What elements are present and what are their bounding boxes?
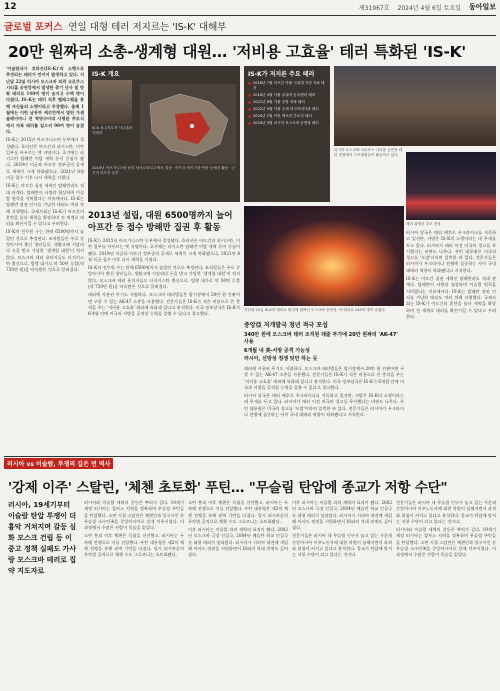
attack-timeline [244, 66, 330, 202]
article-paragraph: IS-K는 2015년 아프가니스탄 동부에서 결성됐다. 호라산은 아프간과 파키스탄, 이란 일부를 아우르는 옛 지명이다. 초기에는 파키스탄 탈레반 이탈 세력 등이 중심이 됐다. 2019년 미군과 아프간 정부군의 공세로 세력이 크게 약화됐으나, 2021년 8월 미군 철수 이후 다시 세력을 키웠다. [6, 137, 84, 181]
bottom-column-4 [396, 500, 496, 686]
page-number: 12 [4, 2, 17, 12]
is-k-overview-box [88, 66, 240, 202]
bottom-section-badge: 러시아 vs 이슬람, 투쟁의 길은 먼 역사 [4, 458, 113, 469]
memorial-photo-caption: 테러 희생자 추모 현장 [406, 222, 441, 226]
timeline-item-text: 2024년 3월 러시아 모스크바 공연장 테러 [253, 121, 319, 125]
article-paragraph: 이후 러시아는 이슬람 과격 세력의 표적이 됐다. 2002년 모스크바 극장 인질극, 2004년 베슬란 학교 인질극 등 대형 테러가 잇따랐다. 러시아가 시리아 내전에 개입해 아사드 정권을 지원하면서 IS와의 적대 관계도 깊어졌다. [188, 527, 288, 558]
article-paragraph: IS-K의 전투원 수는 한때 6500명까지 늘었던 것으로 추정된다. 조직원들은 주로 중앙아시아 출신 청년들로, 생활고에 시달리다 돈을 받고 가담한 '생계형 대원'이 적지 않다. 모스크바 테러 용의자들도 타지키스탄 출신으로, 범행 대가로 약 50만 루블(약 730만 원)을 약속받은 것으로 알려졌다. [88, 265, 240, 290]
article-paragraph: IS-K의 전투원 수는 한때 6500명까지 늘었던 것으로 추정된다. 조직원들은 주로 중앙아시아 출신 청년들로, 생활고에 시달리다 돈을 받고 가담한 '생계형 대원'이 적지 않다. 모스크바 테러 용의자들도 타지키스탄 출신으로, 범행 대가로 약 50만 루블(약 730만 원)을 약속받은 것으로 알려졌다. [6, 229, 84, 273]
bullet-dot-icon [248, 94, 251, 97]
concert-hall-fire-photo [244, 206, 404, 306]
infobox-facts: 2015년 아프가니스탄 동부 낭가르하르주에서 결성 · 아프간·파키스탄·이란 등에서 활동 · 근거지 아프간 동부 [92, 166, 236, 175]
article-paragraph: 테러에 사용된 무기도 저렴하다. 모스크바 테러범들은 암시장에서 20만 원 안팎이면 구할 수 있는 AK-47 소총을 사용했다. 전문가들은 IS-K가 적은 비용으로 큰 충격을 주는 '저비용 고효율' 테러에 특화돼 있다고 분석한다. 미국 정보당국은 IS-K가 6개월 안에 미국과 서방을 공격할 능력을 갖출 수 있다고 경고했다. [88, 292, 240, 317]
subhead-threat: 6개월 내 美-서방 공격 가능성 [244, 348, 310, 354]
timeline-item-text: 2022년 9월 카불 주재 러시아대사관 테러 [253, 107, 319, 111]
timeline-title: IS-K가 저지른 주요 테러 [248, 71, 315, 78]
subhead-recruit: 중앙亞 저개발국 청년 적극 포섭 [244, 322, 328, 329]
section-divider [4, 35, 496, 36]
bullet-dot-icon [248, 122, 251, 125]
subhead-weapon: 340만 원에 모스크바 테러 조직원 돼줄 부가에 20만 원짜리 'AK-47' 사용 [244, 332, 398, 345]
article-paragraph: 소련 붕괴 이후 체첸은 독립을 선언했고, 러시아는 두 차례 전쟁으로 이를 진압했다. 푸틴 대통령은 제2차 체첸 전쟁을 통해 권력 기반을 다졌다. 당시 러시아군의 무차별 공격으로 체첸 수도 그로즈니는 초토화됐다. [84, 533, 184, 558]
article-paragraph: IS-K는 2015년 아프가니스탄 동부에서 결성됐다. 호라산은 아프간과 파키스탄, 이란 일부를 아우르는 옛 지명이다. 초기에는 파키스탄 탈레반 이탈 세력 등이 중심이 됐다. 2019년 미군과 아프간 정부군의 공세로 세력이 크게 약화됐으나, 2021년 8월 미군 철수 이후 다시 세력을 키웠다. [88, 238, 240, 262]
subhead-activity: 아프간 등 접수 방해만 집권 후 활동 [88, 223, 221, 233]
rescue-photo-caption: 러시아 모스크바 크로쿠스 시티홀 공연장 테러 현장에서 구조대원들이 활동하고 있다. [334, 148, 403, 157]
article-paragraph: 이후 러시아는 이슬람 과격 세력의 표적이 됐다. 2002년 모스크바 극장 인질극, 2004년 베슬란 학교 인질극 등 대형 테러가 잇따랐다. 러시아가 시리아 내전에 개입해 아사드 정권을 지원하면서 IS와의 적대 관계도 깊어졌다. [292, 500, 392, 531]
issue-number: 제31967호 [358, 4, 390, 12]
bottom-side-head: 러시아, 19세기부터 이슬람 탄압 투쟁이 더 흉악 거쳐지며 갈등 심화 모스크 건립 등 이중고 정책 실패도 가사랑 모스크바 테러로 집약 지도자로 [8, 501, 77, 575]
article-paragraph: 테러에 사용된 무기도 저렴하다. 모스크바 테러범들은 암시장에서 20만 원 안팎이면 구할 수 있는 AK-47 소총을 사용했다. 전문가들은 IS-K가 적은 비용으로 큰 충격을 주는 '저비용 고효율' 테러에 특화돼 있다고 분석한다. 미국 정보당국은 IS-K가 6개월 안에 미국과 서방을 공격할 능력을 갖출 수 있다고 경고했다. [244, 366, 404, 390]
subhead-russia: 러시아, 선방성 정쟁 탓만 하는 듯 [244, 356, 318, 362]
article-paragraph: IS-K는 아프간 집권 세력인 탈레반과도 적대 관계다. 탈레반이 서방과 협상하며 이슬람 원칙을 저버렸다는 이유에서다. IS-K는 탈레반 정권 인사를 겨냥한 테러도 여러 차례 자행했다. 국제사회는 IS-K가 아프간의 혼란을 틈타 세력을 확장하며 전 세계로 테러를 확산시킬 수 있다고 우려한다. [406, 276, 496, 319]
timeline-item [248, 121, 326, 126]
article-paragraph: '이슬람국가 호라산(IS-K)'의 소행으로 추정되는 테러가 연이어 발생하고 있다. 지난달 22일 러시아 모스크바 외곽 크로쿠스 시티홀 공연장에서 발생한 총기 난사 및 방화 테러로 140여 명이 숨지고 수백 명이 다쳤다. IS-K는 테러 직후 텔레그램을 통해 자신들의 소행이라고 주장했다. 올해 1월에는 이란 남동부 케르만에서 열린 가셈 솔레이마니 전 혁명수비대 사령관 추모식에서 자폭 테러를 일으켜 90여 명이 숨졌다. [6, 66, 84, 134]
article-paragraph: 소련 붕괴 이후 체첸은 독립을 선언했고, 러시아는 두 차례 전쟁으로 이를 진압했다. 푸틴 대통령은 제2차 체첸 전쟁을 통해 권력 기반을 다졌다. 당시 러시아군의 무차별 공격으로 체첸 수도 그로즈니는 초토화됐다. [188, 500, 288, 524]
issue-date: 2024년 4월 6일 토요일 [397, 4, 461, 12]
timeline-item-text: 2018년 4월 카불 유권자 등록센터 테러 [253, 93, 316, 97]
section-subtitle: 연일 대형 테러 저지르는 'IS-K' 대해부 [68, 22, 227, 33]
infobox-title: IS-K 개요 [92, 71, 120, 78]
bullet-dot-icon [248, 115, 251, 118]
timeline-item [248, 114, 326, 119]
bullet-dot-icon [248, 101, 251, 104]
leader-photo-caption: IS-K 최고지도자 사나울라 가파리 [92, 126, 133, 135]
bottom-headline: '강제 이주' 스탈린, '체첸 초토화' 푸틴… "무슬림 탄압에 종교가 저항 수단" [8, 480, 448, 496]
article-paragraph: 러시아와 이슬람 세력의 갈등은 뿌리가 깊다. 19세기 제정 러시아는 캅카스 지역을 정복하며 무슬림 주민들을 탄압했다. 소련 시절 스탈린은 체첸인과 잉구시인 등 무슬림 소수민족을 중앙아시아로 강제 이주시켰다. 이 과정에서 수많은 사람이 목숨을 잃었다. [84, 500, 184, 531]
page-header [0, 0, 500, 14]
fire-photo-caption: 지난달 22일 IS-K의 테러로 불길에 휩싸인 모스크바 공연장. 이 테러로 140여 명이 숨졌다. [244, 308, 387, 312]
timeline-item [248, 81, 326, 91]
header-meta [359, 2, 496, 12]
bullet-dot-icon [248, 108, 251, 111]
bottom-divider [4, 456, 496, 457]
bottom-column-1 [84, 500, 184, 686]
article-paragraph: 전문가들은 러시아 내 무슬림 인구가 늘고 있는 가운데 중앙아시아 이주노동자에 대한 차별이 심해지면서 과격화 위험이 커지고 있다고 분석한다. 종교가 탄압에 맞서는 저항 수단이 되고 있다는 것이다. [396, 500, 496, 524]
subhead-founding: 2013년 설립, 대원 6500명까지 늘어 [88, 211, 233, 221]
rescue-photo [334, 66, 496, 146]
timeline-item-text: 2021년 8월 카불 공항 자폭 테러 [253, 100, 305, 104]
timeline-item [248, 93, 326, 98]
bottom-section-banner [4, 458, 496, 469]
section-tag: 글로벌 포커스 [4, 22, 63, 33]
header-divider [4, 15, 496, 16]
main-headline: 20만 원짜리 소총-생계형 대원… '저비용 고효율' 테러 특화된 'IS-K' [8, 43, 466, 61]
timeline-item [248, 107, 326, 112]
map-marker [190, 124, 194, 128]
article-paragraph: 러시아 당국은 테러 배후로 우크라이나를 지목하고 있지만, 서방은 IS-K의 소행이라는 데 무게를 두고 있다. 러시아가 테러 이전 미국의 경고를 무시했다는 비판도 나온다. 푸틴 대통령은 미국의 경고를 '도발'이라며 일축한 바 있다. 전문가들은 러시아가 우크라이나 전쟁에 집중하는 사이 국내 대테러 역량이 약화됐다고 지적한다. [406, 230, 496, 273]
bullet-dot-icon [248, 82, 251, 85]
timeline-item-text: 2024년 1월 이란 케르만 추모식 테러 [253, 114, 312, 118]
article-column-right [406, 230, 496, 452]
article-column-2 [88, 238, 240, 452]
memorial-photo [406, 152, 496, 220]
timeline-item-text: 2016년 7월 아프간 카불 시위대 겨냥 자폭 테러 [253, 81, 325, 90]
bottom-column-2 [188, 500, 288, 686]
newspaper-brand: 동아일보 [468, 3, 496, 11]
article-paragraph: 러시아 당국은 테러 배후로 우크라이나를 지목하고 있지만, 서방은 IS-K의 소행이라는 데 무게를 두고 있다. 러시아가 테러 이전 미국의 경고를 무시했다는 비판도 나온다. 푸틴 대통령은 미국의 경고를 '도발'이라며 일축한 바 있다. 전문가들은 러시아가 우크라이나 전쟁에 집중하는 사이 국내 대테러 역량이 약화됐다고 지적한다. [244, 393, 404, 418]
region-map [140, 84, 236, 164]
article-column-3 [244, 366, 404, 452]
leader-photo [92, 80, 132, 124]
article-column-1 [6, 66, 84, 452]
article-paragraph: 러시아와 이슬람 세력의 갈등은 뿌리가 깊다. 19세기 제정 러시아는 캅카스 지역을 정복하며 무슬림 주민들을 탄압했다. 소련 시절 스탈린은 체첸인과 잉구시인 등 무슬림 소수민족을 중앙아시아로 강제 이주시켰다. 이 과정에서 수많은 사람이 목숨을 잃었다. [396, 527, 496, 558]
bottom-column-3 [292, 500, 392, 686]
article-paragraph: IS-K는 아프간 집권 세력인 탈레반과도 적대 관계다. 탈레반이 서방과 협상하며 이슬람 원칙을 저버렸다는 이유에서다. IS-K는 탈레반 정권 인사를 겨냥한 테러도 여러 차례 자행했다. 국제사회는 IS-K가 아프간의 혼란을 틈타 세력을 확장하며 전 세계로 테러를 확산시킬 수 있다고 우려한다. [6, 183, 84, 227]
section-banner [4, 18, 496, 34]
article-paragraph: 전문가들은 러시아 내 무슬림 인구가 늘고 있는 가운데 중앙아시아 이주노동자에 대한 차별이 심해지면서 과격화 위험이 커지고 있다고 분석한다. 종교가 탄압에 맞서는 저항 수단이 되고 있다는 것이다. [292, 533, 392, 558]
timeline-item [248, 100, 326, 105]
